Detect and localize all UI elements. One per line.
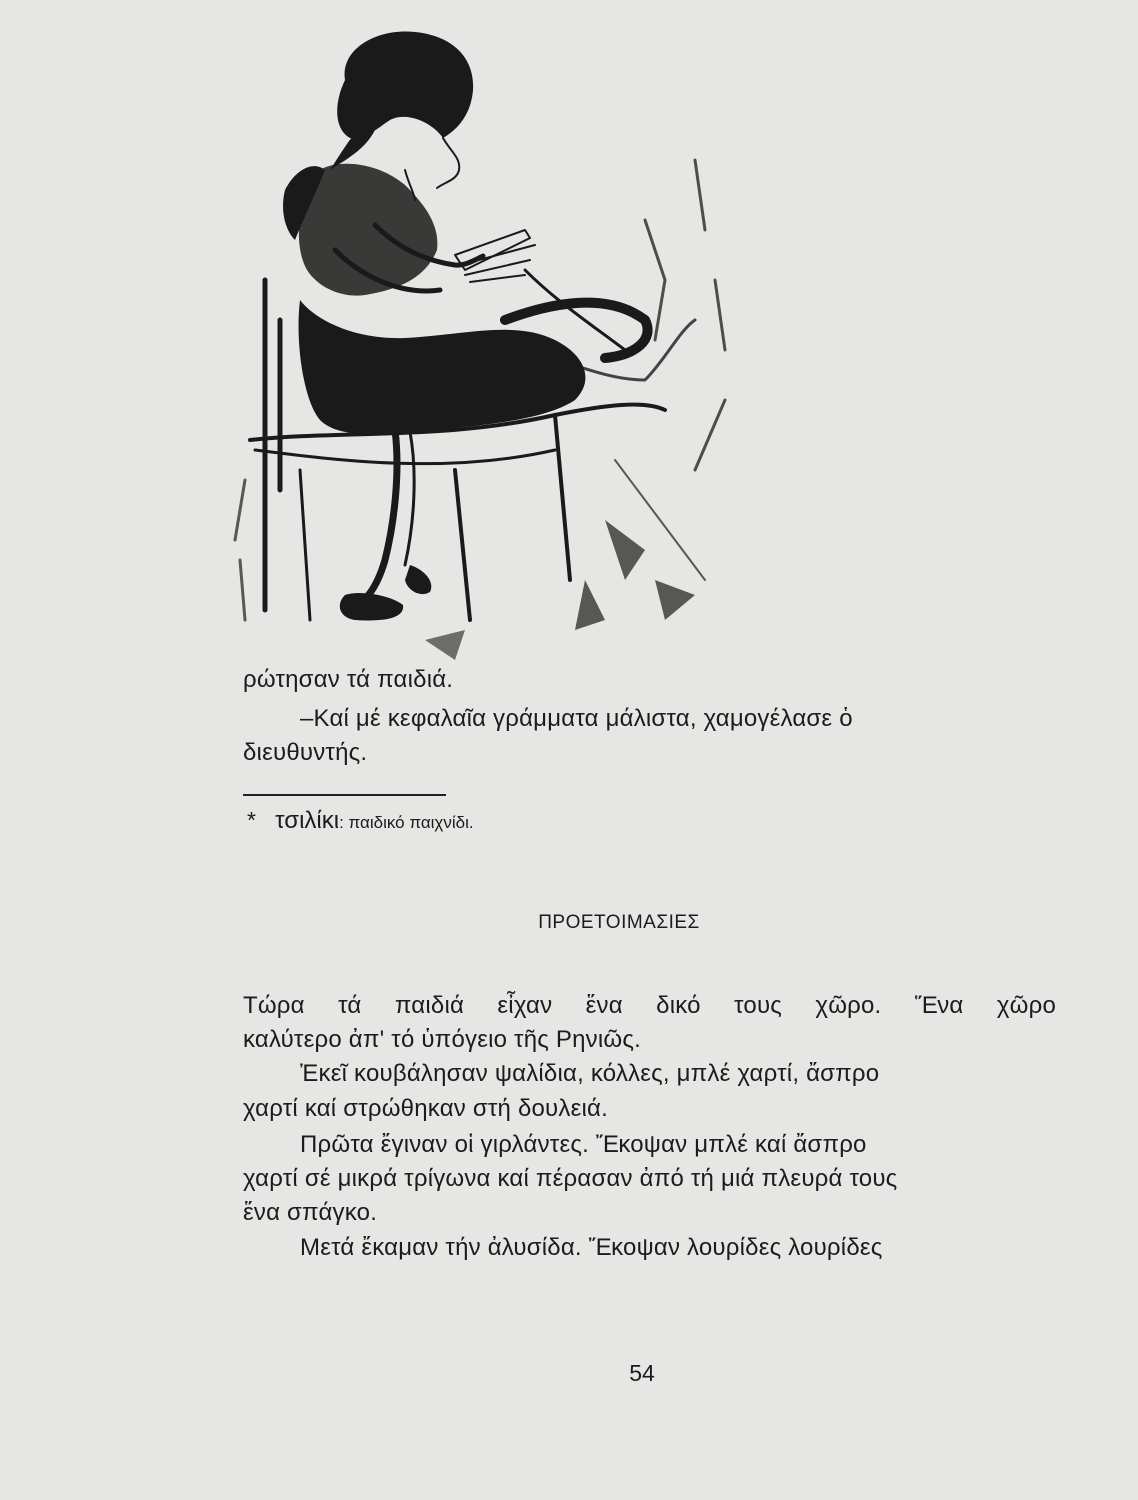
section-title: ΠΡΟΕΤΟΙΜΑΣΙΕΣ	[538, 912, 700, 933]
page-number: 54	[629, 1360, 655, 1386]
text-line: χαρτί καί στρώθηκαν στή δουλειά.	[243, 1095, 608, 1122]
text-line: ρώτησαν τά παιδιά.	[243, 666, 454, 693]
footnote	[247, 805, 474, 838]
text-line	[300, 703, 853, 735]
text-line: Ἐκεῖ κουβάλησαν ψαλίδια, κόλλες, μπλέ χαρτί, ἄσπρο	[300, 1060, 880, 1087]
text-line: διευθυντής.	[243, 739, 368, 766]
text-line	[243, 990, 1056, 1022]
footnote-marker: *	[247, 807, 256, 833]
text-line: Πρῶτα ἔγιναν οἱ γιρλάντες. Ἔκοψαν μπλέ καί ἄσπρο	[300, 1131, 867, 1158]
footnote-definition: : παιδικό παιχνίδι.	[339, 813, 474, 832]
illustration-girl-reading	[225, 20, 765, 670]
text-line: καλύτερο ἀπ' τό ὑπόγειο τῆς Ρηνιῶς.	[243, 1026, 641, 1053]
text-line: Μετά ἔκαμαν τήν ἀλυσίδα. Ἔκοψαν λουρίδες λουρίδες	[300, 1234, 883, 1261]
text-line-content: Τώρα τά παιδιά εἶχαν ἕνα δικό τους χῶρο. Ἕνα χῶρο	[243, 992, 1056, 1019]
text-line-content: –Καί μέ κεφαλαῖα γράμματα μάλιστα, χαμογέλασε ὁ	[300, 705, 853, 732]
text-line: ἕνα σπάγκο.	[243, 1199, 378, 1226]
text-line: χαρτί σέ μικρά τρίγωνα καί πέρασαν ἀπό τή μιά πλευρά τους	[243, 1165, 898, 1192]
footnote-rule	[243, 794, 446, 796]
footnote-term: τσιλίκι	[275, 807, 340, 834]
